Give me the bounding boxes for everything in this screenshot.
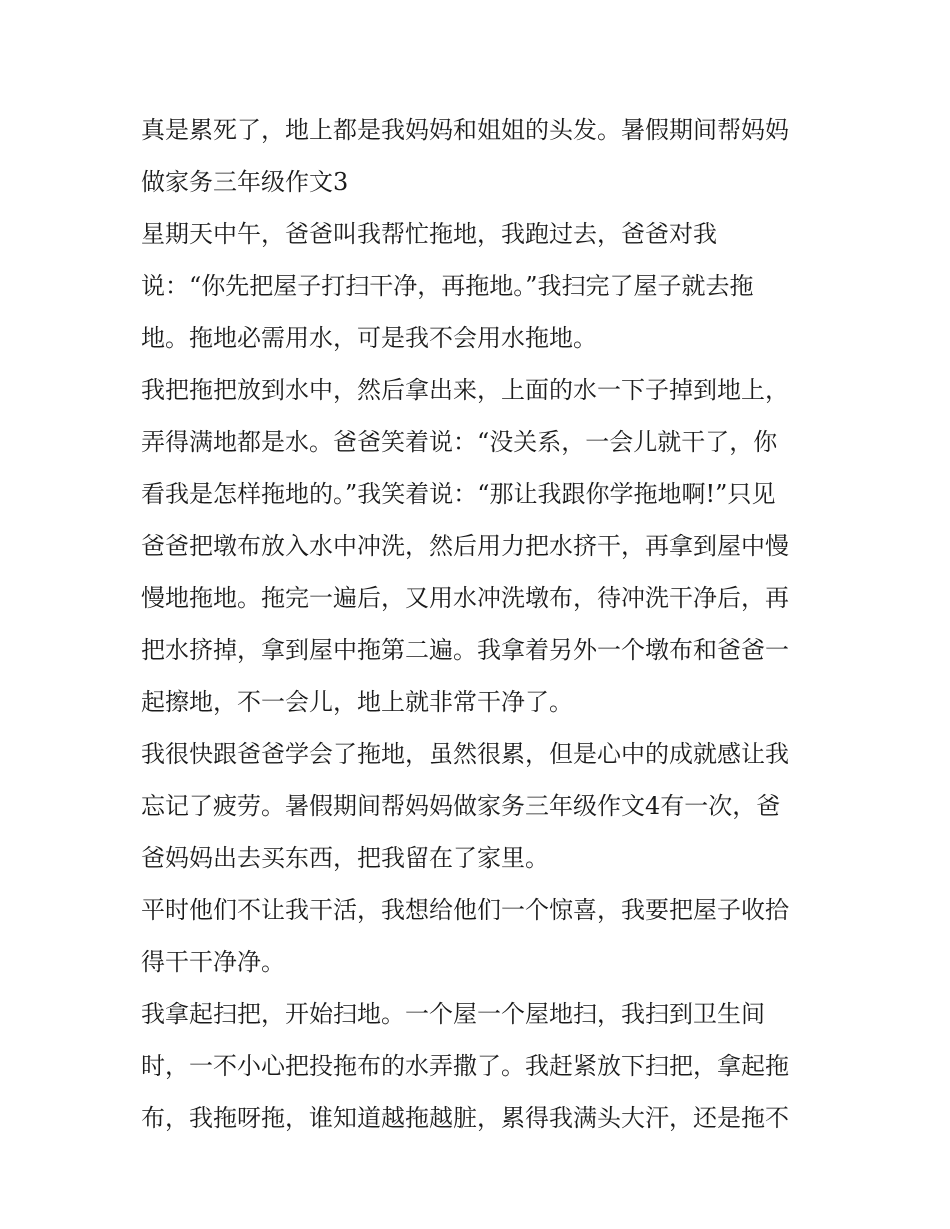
text-line: 时，一不小心把投拖布的水弄撒了。我赶紧放下扫把，拿起拖: [141, 1052, 789, 1080]
text-line: 我很快跟爸爸学会了拖地，虽然很累，但是心中的成就感让我: [141, 740, 789, 768]
text-line: 我拿起扫把，开始扫地。一个屋一个屋地扫，我扫到卫生间: [141, 1000, 765, 1028]
document-body: [141, 104, 821, 1144]
text-line: 忘记了疲劳。暑假期间帮妈妈做家务三年级作文4有一次，爸: [141, 792, 781, 820]
text-line: 星期天中午，爸爸叫我帮忙拖地，我跑过去，爸爸对我: [141, 220, 717, 248]
text-line: 我把拖把放到水中，然后拿出来，上面的水一下子掉到地上，: [141, 376, 789, 404]
text-line: 说：“你先把屋子打扫干净，再拖地。”我扫完了屋子就去拖: [141, 272, 754, 300]
text-line: 爸妈妈出去买东西，把我留在了家里。: [141, 844, 549, 872]
text-line: 看我是怎样拖地的。”我笑着说：“那让我跟你学拖地啊!”只见: [141, 480, 776, 508]
text-line: 布，我拖呀拖，谁知道越拖越脏，累得我满头大汗，还是拖不: [141, 1104, 789, 1132]
text-line: 得干干净净。: [141, 948, 285, 976]
text-line: 起擦地，不一会儿，地上就非常干净了。: [141, 688, 573, 716]
text-line: 把水挤掉，拿到屋中拖第二遍。我拿着另外一个墩布和爸爸一: [141, 636, 789, 664]
text-line: 做家务三年级作文3: [141, 168, 349, 196]
text-line: 慢地拖地。拖完一遍后，又用水冲洗墩布，待冲洗干净后，再: [141, 584, 789, 612]
text-line: 平时他们不让我干活，我想给他们一个惊喜，我要把屋子收拾: [141, 896, 789, 924]
text-line: 真是累死了，地上都是我妈妈和姐姐的头发。暑假期间帮妈妈: [141, 116, 789, 144]
text-line: 爸爸把墩布放入水中冲洗，然后用力把水挤干，再拿到屋中慢: [141, 532, 789, 560]
text-line: 地。拖地必需用水，可是我不会用水拖地。: [141, 324, 597, 352]
text-line: 弄得满地都是水。爸爸笑着说：“没关系，一会儿就干了，你: [141, 428, 778, 456]
